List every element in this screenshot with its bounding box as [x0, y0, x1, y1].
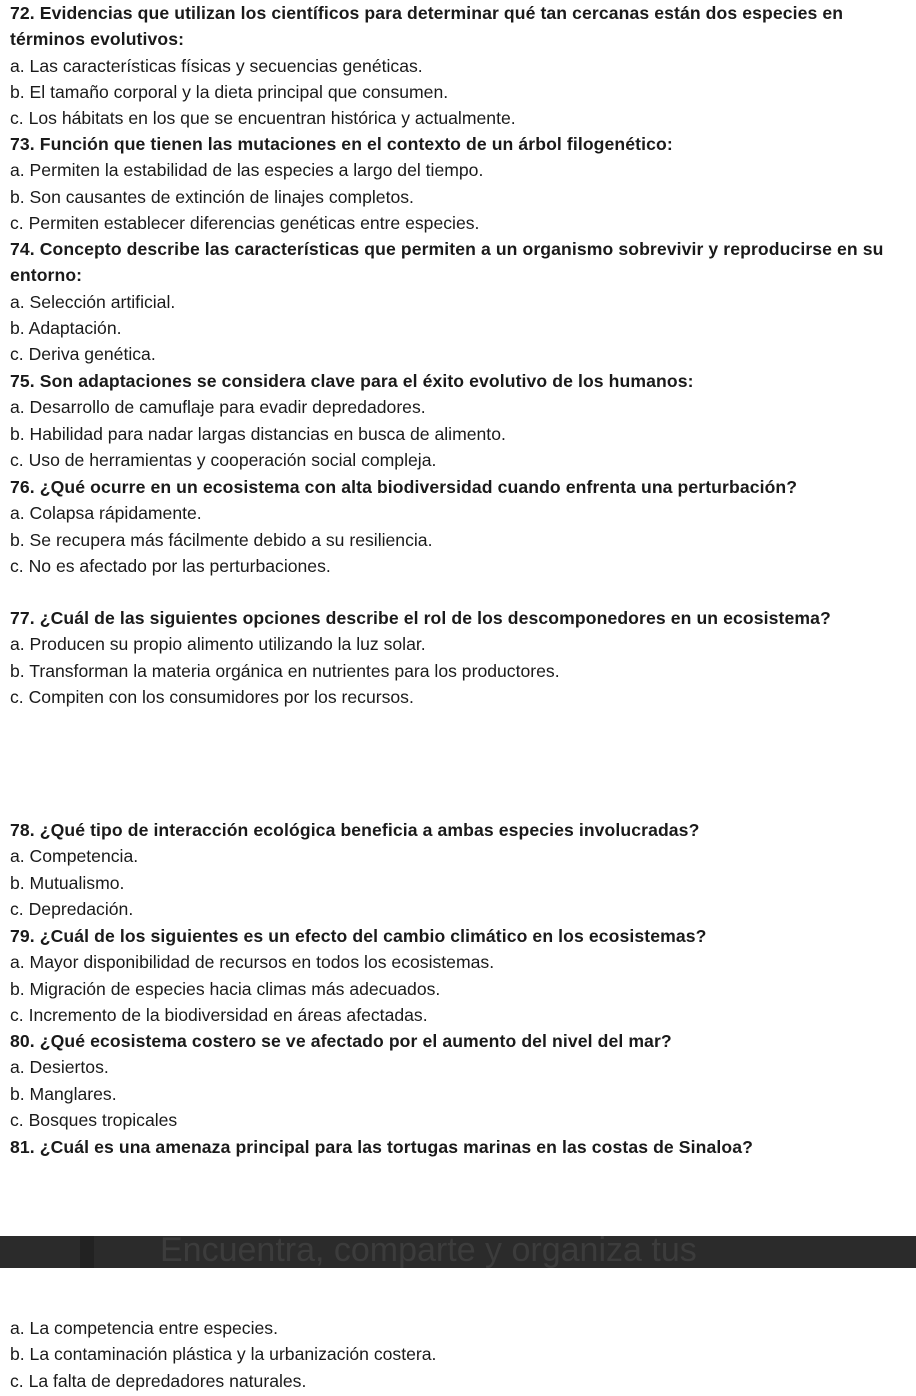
question-80-option-a: a. Desiertos.	[10, 1057, 109, 1078]
question-79-text: 79. ¿Cuál de los siguientes es un efecto del cambio climático en los ecosistemas?	[10, 926, 707, 946]
question-block-81	[10, 1134, 906, 1160]
question-78-option-c: c. Depredación.	[10, 898, 134, 919]
question-78-text: 78. ¿Qué tipo de interacción ecológica beneficia a ambas especies involucradas?	[10, 820, 700, 840]
question-block-74	[10, 236, 906, 367]
overlay-banner	[0, 1236, 916, 1268]
question-73-text: 73. Función que tienen las mutaciones en el contexto de un árbol filogenético:	[10, 134, 673, 154]
question-74-option-a: a. Selección artificial.	[10, 291, 176, 312]
question-block-72	[10, 0, 906, 131]
question-77-option-a: a. Producen su propio alimento utilizando la luz solar.	[10, 634, 426, 655]
banner-text: Encuentra, comparte y organiza tus	[160, 1236, 697, 1268]
question-77-option-c: c. Compiten con los consumidores por los recursos.	[10, 686, 414, 707]
question-72-text: 72. Evidencias que utilizan los científicos para determinar qué tan cercanas están dos especies en términos evolutivos:	[10, 3, 844, 50]
question-75-option-c: c. Uso de herramientas y cooperación social compleja.	[10, 449, 437, 470]
question-76-option-c: c. No es afectado por las perturbaciones.	[10, 555, 331, 576]
question-79-option-b: b. Migración de especies hacia climas más adecuados.	[10, 978, 441, 999]
question-79-option-c: c. Incremento de la biodiversidad en áreas afectadas.	[10, 1004, 428, 1025]
question-block-80	[10, 1028, 906, 1133]
question-81-text: 81. ¿Cuál es una amenaza principal para las tortugas marinas en las costas de Sinaloa?	[10, 1137, 753, 1157]
question-77-option-b: b. Transforman la materia orgánica en nutrientes para los productores.	[10, 660, 560, 681]
question-76-option-b: b. Se recupera más fácilmente debido a su resiliencia.	[10, 529, 433, 550]
question-73-option-c: c. Permiten establecer diferencias genéticas entre especies.	[10, 212, 480, 233]
question-76-option-a: a. Colapsa rápidamente.	[10, 503, 202, 524]
question-block-73	[10, 131, 906, 236]
question-74-text: 74. Concepto describe las características que permiten a un organismo sobrevivir y reproducirse en su entorno:	[10, 239, 884, 286]
question-81-option-c: c. La falta de depredadores naturales.	[10, 1370, 307, 1391]
question-72-option-c: c. Los hábitats en los que se encuentran histórica y actualmente.	[10, 108, 516, 129]
question-77-text: 77. ¿Cuál de las siguientes opciones describe el rol de los descomponedores en un ecosistema?	[10, 608, 831, 628]
question-81-options	[10, 1315, 906, 1394]
question-block-77	[10, 605, 906, 710]
question-73-option-a: a. Permiten la estabilidad de las especies a largo del tiempo.	[10, 160, 484, 181]
question-81-option-a: a. La competencia entre especies.	[10, 1318, 278, 1338]
question-74-option-c: c. Deriva genética.	[10, 344, 156, 365]
question-79-option-a: a. Mayor disponibilidad de recursos en todos los ecosistemas.	[10, 952, 495, 973]
question-76-text: 76. ¿Qué ocurre en un ecosistema con alta biodiversidad cuando enfrenta una perturbación?	[10, 477, 798, 497]
question-80-option-c: c. Bosques tropicales	[10, 1109, 178, 1130]
question-72-option-b: b. El tamaño corporal y la dieta principal que consumen.	[10, 81, 449, 102]
question-block-78	[10, 817, 906, 922]
question-78-option-a: a. Competencia.	[10, 846, 139, 867]
question-72-option-a: a. Las características físicas y secuencias genéticas.	[10, 55, 423, 76]
question-block-75	[10, 368, 906, 473]
question-block-76	[10, 474, 906, 579]
question-74-option-b: b. Adaptación.	[10, 317, 122, 338]
question-75-option-b: b. Habilidad para nadar largas distancias en busca de alimento.	[10, 423, 506, 444]
question-80-option-b: b. Manglares.	[10, 1083, 117, 1104]
question-75-option-a: a. Desarrollo de camuflaje para evadir depredadores.	[10, 397, 426, 418]
banner-divider	[80, 1236, 94, 1268]
question-80-text: 80. ¿Qué ecosistema costero se ve afectado por el aumento del nivel del mar?	[10, 1031, 672, 1051]
question-75-text: 75. Son adaptaciones se considera clave para el éxito evolutivo de los humanos:	[10, 371, 694, 391]
question-78-option-b: b. Mutualismo.	[10, 872, 125, 893]
question-block-79	[10, 923, 906, 1028]
question-81-option-b: b. La contaminación plástica y la urbanización costera.	[10, 1344, 437, 1365]
question-73-option-b: b. Son causantes de extinción de linajes completos.	[10, 186, 414, 207]
